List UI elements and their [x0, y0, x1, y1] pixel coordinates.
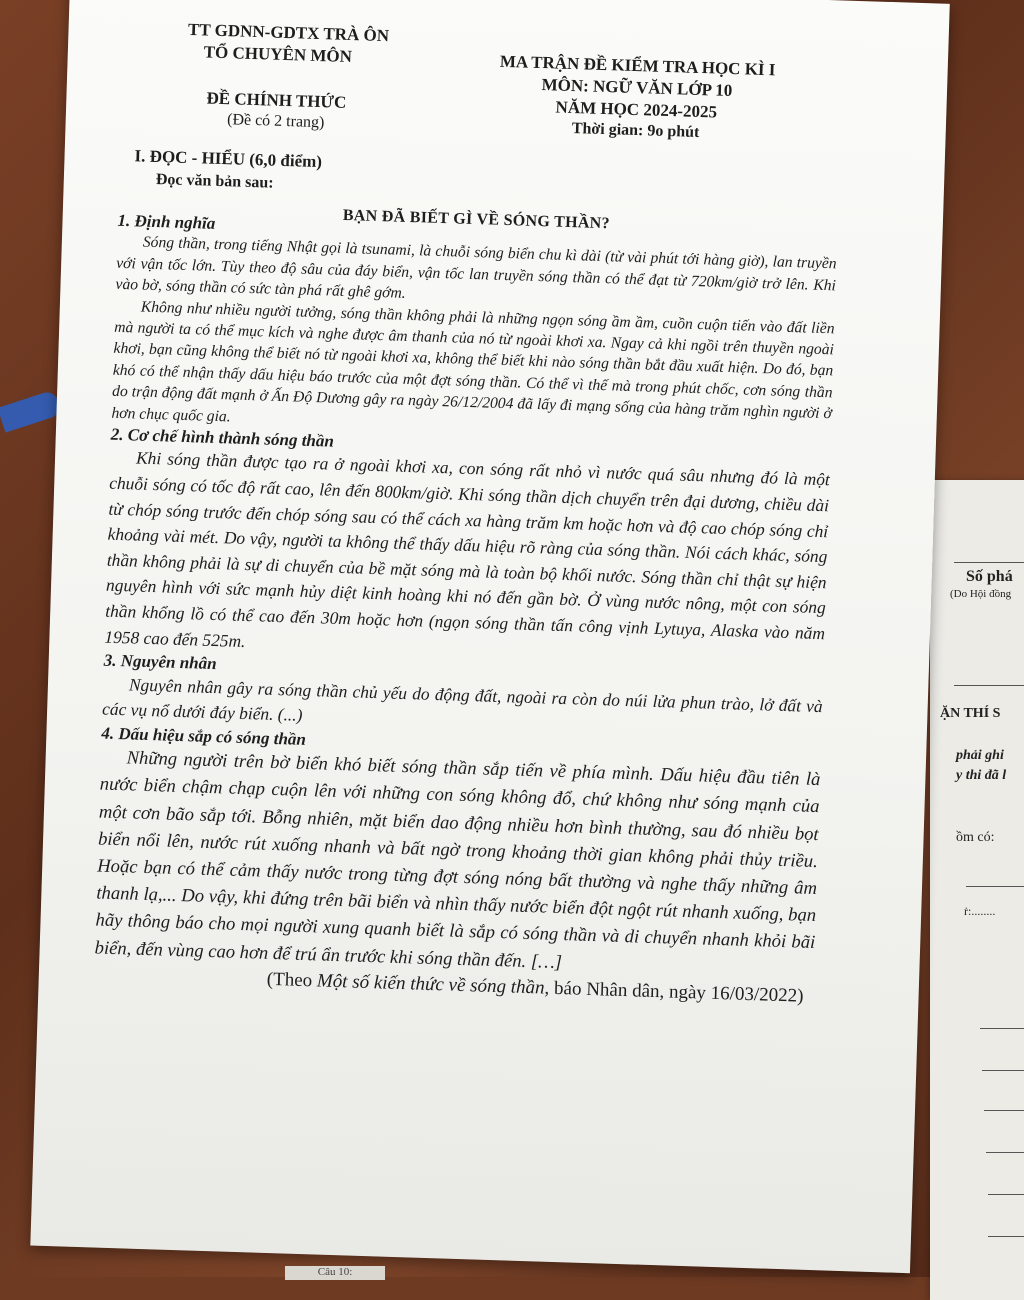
heading-definition: 1. Định nghĩa	[117, 210, 216, 233]
heading-cause: 3. Nguyên nhân	[103, 650, 217, 674]
side-rule	[988, 1236, 1024, 1237]
side-sheet	[930, 480, 1024, 1300]
side-text-6: ồm có:	[956, 830, 995, 845]
passage-title: BẠN ĐÃ BIẾT GÌ VỀ SÓNG THẦN?	[342, 206, 611, 233]
department-name: TỔ CHUYÊN MÔN	[203, 42, 353, 67]
side-rule	[988, 1194, 1024, 1195]
paragraph-4: Nguyên nhân gây ra sóng thần chủ yếu do động đất, ngoài ra còn do núi lửa phun trào, lở đất và các vụ nổ dưới đáy biển. (...)	[101, 674, 823, 726]
side-rule	[982, 1070, 1024, 1071]
exam-title: MA TRẬN ĐỀ KIỂM TRA HỌC KÌ I	[499, 51, 776, 80]
side-text-4: phải ghi	[956, 748, 1004, 763]
paragraph-3: Khi sóng thần được tạo ra ở ngoài khơi xa, con sóng rất nhỏ vì nước quá sâu nhưng đó là một chuỗi sóng có tốc độ rất cao, lên đến 800km/giờ. Khi sóng thần dịch chuyển trên đại dương, chiều dài từ chóp sóng trước đến chóp sóng sau có thể cách xa hàng trăm km hoặc hơn và độ cao chóp sóng chỉ khoảng vài mét. Do vậy, người ta không thể thấy dấu hiệu rõ ràng của sóng thần. Nói cách khác, sóng thần không phải là sự di chuyển của bề mặt sóng mà là toàn bộ khối nước. Sóng thần chỉ thật sự hiện nguyên hình với sức mạnh hủy diệt kinh hoàng khi nó đến gần bờ. Ở vùng nước nông, một con sóng thần khổng lồ có thể cao đến 30m hoặc hơn (ngọn sóng thần tấn công vịnh Lytuya, Alaska vào năm 1958 cao đến 525m.	[104, 447, 831, 651]
school-name: TT GDNN-GDTX TRÀ ÔN	[187, 19, 390, 46]
side-text-2: (Do Hội đồng	[950, 588, 1012, 600]
official-label: ĐỀ CHÍNH THỨC	[206, 88, 347, 112]
side-rule	[966, 886, 1024, 887]
reading-instruction: Đọc văn bản sau:	[155, 170, 274, 192]
source-suffix: , báo Nhân dân, ngày 16/03/2022)	[544, 977, 804, 1007]
side-rule	[954, 685, 1024, 686]
source-prefix: (Theo	[266, 968, 318, 992]
heading-mechanism: 2. Cơ chế hình thành sóng thần	[110, 424, 335, 451]
source-title: Một số kiến thức về sóng thần	[316, 970, 545, 999]
school-year: NĂM HỌC 2024-2025	[555, 97, 718, 122]
side-text-5: y thi đã l	[956, 768, 1007, 783]
paragraph-5: Những người trên bờ biển khó biết sóng thần sắp tiến về phía mình. Dấu hiệu đầu tiên là nước biển chậm chạp cuộn lên với những con sóng không đổ, chứ không như sóng mạnh của một cơn bão sắp tới. Bỗng nhiên, mặt biển dao động nhiều hơn bình thường, sau đó nhiều bọt biển nổi lên, nước rút xuống nhanh và bất ngờ trong khoảng thời gian không phải thủy triều. Hoặc bạn có thể cảm thấy nước trong từng đợt sóng nóng bất thường và nghe thấy những âm thanh lạ,... Do vậy, khi đứng trên bãi biển và nhìn thấy nước biển đột ngột rút nhanh xuống, bạn hãy thông báo cho mọi người xung quanh biết là sắp có sóng thần và di chuyển nhanh khỏi bãi biển, đến vùng cao hơn để trú ẩn trước khi sóng thần đến. […]	[94, 747, 821, 973]
heading-signs: 4. Dấu hiệu sắp có sóng thần	[101, 723, 307, 749]
side-text-1: Số phá	[966, 568, 1013, 585]
exam-sheet	[30, 0, 949, 1273]
side-rule	[984, 1110, 1024, 1111]
section-heading: I. ĐỌC - HIỂU (6,0 điểm)	[134, 146, 323, 172]
subject: MÔN: NGỮ VĂN LỚP 10	[541, 75, 733, 101]
side-rule	[986, 1152, 1024, 1153]
paragraph-1: Sóng thần, trong tiếng Nhật gọi là tsunami, là chuỗi sóng biển chu kì dài (từ vài phút tới hàng giờ), lan truyền với vận tốc lớn. Tùy theo độ sâu của đáy biển, vận tốc lan truyền sóng thần có thể đạt từ 720km/giờ trở lên. Khi vào bờ, sóng thần có sức tàn phá rất ghê gớm.	[115, 234, 837, 303]
passage	[94, 210, 838, 1007]
next-page-edge: Câu 10:	[285, 1266, 385, 1280]
side-rule	[954, 562, 1024, 563]
side-text-7: ṙ:........	[964, 904, 996, 918]
paragraph-2: Không như nhiều người tưởng, sóng thần không phải là những ngọn sóng ầm ầm, cuồn cuộn tiến vào đất liền mà người ta có thể mục kích và nghe được âm thanh của nó từ ngoài khơi xa. Ngay cả khi ngồi trên thuyền ngoài khơi, bạn cũng không thể biết nó từ ngoài khơi xa, không thể biết khi nào sóng thần bắt đầu xuất hiện. Do đó, bạn khó có thể nhận thấy dấu hiệu báo trước của một đợt sóng thần. Có thể vì thế mà trong phút chốc, cơn sóng thần do trận động đất mạnh ở Ấn Độ Dương gây ra ngày 26/12/2004 đã lấy đi mạng sống của hàng trăm nghìn người ở hơn chục quốc gia.	[111, 298, 835, 426]
page-count: (Đề có 2 trang)	[226, 111, 325, 132]
side-rule	[980, 1028, 1024, 1029]
side-text-3: ẶN THÍ S	[940, 706, 1001, 721]
exam-time: Thời gian: 9o phút	[571, 120, 700, 142]
